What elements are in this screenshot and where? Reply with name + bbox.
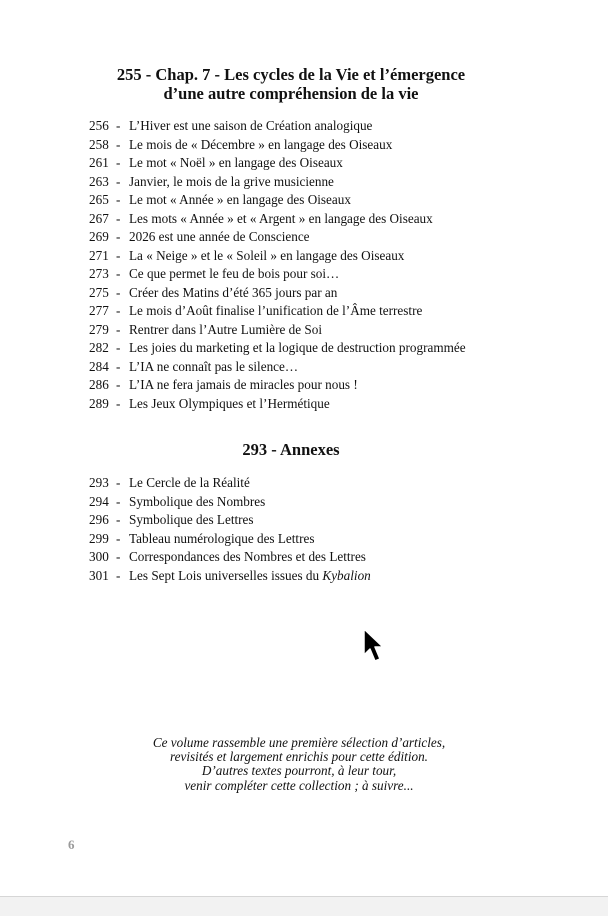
toc-page-number: 301 <box>89 567 109 583</box>
toc-separator: - <box>116 229 121 244</box>
toc-separator: - <box>116 118 121 133</box>
toc-entry[interactable] <box>89 284 466 303</box>
annexes-heading-line: 293 - Annexes <box>242 440 340 459</box>
toc-entry[interactable] <box>89 247 466 266</box>
toc-entry[interactable] <box>89 136 466 155</box>
toc-entry[interactable] <box>89 210 466 229</box>
chapter-7-heading-line-2: d’une autre compréhension de la vie <box>163 84 419 103</box>
toc-separator: - <box>116 192 121 207</box>
toc-title: Le Cercle de la Réalité <box>129 475 250 490</box>
toc-title: Le mot « Année » en langage des Oiseaux <box>129 192 351 207</box>
toc-entry[interactable] <box>89 339 466 358</box>
toc-separator: - <box>116 173 121 189</box>
toc-page-number: 267 <box>89 210 109 226</box>
toc-title: Le mois de « Décembre » en langage des Oiseaux <box>129 136 393 152</box>
toc-title: L’IA ne fera jamais de miracles pour nous ! <box>129 377 358 392</box>
toc-separator: - <box>116 395 121 411</box>
annexes-toc-list <box>89 474 371 585</box>
toc-title: Le mot « Noël » en langage des Oiseaux <box>129 155 343 170</box>
toc-title: Les mots « Année » et « Argent » en langage des Oiseaux <box>129 210 433 226</box>
toc-separator: - <box>116 210 121 226</box>
toc-title: La « Neige » et le « Soleil » en langage des Oiseaux <box>129 247 405 263</box>
toc-page-number: 294 <box>89 493 109 509</box>
toc-separator: - <box>116 136 121 152</box>
note-line: D’autres textes pourront, à leur tour, <box>201 763 397 779</box>
toc-title: 2026 est une année de Conscience <box>129 229 310 244</box>
toc-entry[interactable] <box>89 548 371 567</box>
toc-entry[interactable] <box>89 302 466 321</box>
toc-page-number: 256 <box>89 118 109 133</box>
toc-separator: - <box>116 284 121 300</box>
chapter-7-heading-line-1: 255 - Chap. 7 - Les cycles de la Vie et l’émergence <box>116 65 466 84</box>
toc-separator: - <box>116 567 121 583</box>
toc-entry[interactable] <box>89 191 466 210</box>
toc-page-number: 279 <box>89 321 109 337</box>
toc-title: Symbolique des Nombres <box>129 493 266 509</box>
note-line: venir compléter cette collection ; à suivre... <box>184 777 414 793</box>
toc-separator: - <box>116 377 121 392</box>
toc-page-number: 265 <box>89 192 109 207</box>
toc-page-number: 299 <box>89 530 109 546</box>
toc-title: Les Sept Lois universelles issues du <box>129 567 323 583</box>
annexes-heading <box>0 440 582 459</box>
toc-title: Tableau numérologique des Lettres <box>129 530 315 546</box>
toc-separator: - <box>116 475 121 490</box>
toc-title: Ce que permet le feu de bois pour soi… <box>129 266 340 281</box>
toc-separator: - <box>116 512 121 527</box>
toc-separator: - <box>116 358 121 374</box>
chapter-7-heading <box>0 65 582 103</box>
mouse-pointer-arrow-icon <box>362 628 386 666</box>
toc-page-number: 300 <box>89 549 109 564</box>
toc-title: Janvier, le mois de la grive musicienne <box>129 173 334 189</box>
viewer-bottom-bar <box>0 896 608 916</box>
toc-page-number: 271 <box>89 247 109 263</box>
toc-entry[interactable] <box>89 511 371 530</box>
toc-entry[interactable] <box>89 493 371 512</box>
toc-page-number: 296 <box>89 512 109 527</box>
toc-page-number: 275 <box>89 284 109 300</box>
toc-page-number: 284 <box>89 358 109 374</box>
toc-separator: - <box>116 493 121 509</box>
toc-entry[interactable] <box>89 395 466 414</box>
toc-separator: - <box>116 321 121 337</box>
toc-entry[interactable] <box>89 530 371 549</box>
toc-page-number: 282 <box>89 340 109 355</box>
toc-title: Correspondances des Nombres et des Lettres <box>129 549 366 564</box>
toc-page-number: 261 <box>89 155 109 170</box>
toc-separator: - <box>116 266 121 281</box>
toc-separator: - <box>116 530 121 546</box>
toc-title: Symbolique des Lettres <box>129 512 254 527</box>
toc-entry[interactable] <box>89 265 466 284</box>
toc-separator: - <box>116 247 121 263</box>
toc-separator: - <box>116 549 121 564</box>
toc-entry[interactable] <box>89 228 466 247</box>
toc-entry[interactable] <box>89 117 466 136</box>
toc-page-number: 269 <box>89 229 109 244</box>
toc-separator: - <box>116 155 121 170</box>
toc-title: Créer des Matins d’été 365 jours par an <box>129 284 338 300</box>
toc-title: Les Jeux Olympiques et l’Hermétique <box>129 395 330 411</box>
toc-entry[interactable] <box>89 474 371 493</box>
toc-page-number: 273 <box>89 266 109 281</box>
note-line: Ce volume rassemble une première sélection d’articles, <box>152 735 446 750</box>
toc-title: L’IA ne connaît pas le silence… <box>129 358 299 374</box>
toc-page-number: 263 <box>89 173 109 189</box>
page-number: 6 <box>68 837 75 852</box>
toc-page-number: 277 <box>89 303 109 318</box>
toc-entry[interactable] <box>89 358 466 377</box>
toc-page-number: 293 <box>89 475 109 490</box>
toc-separator: - <box>116 340 121 355</box>
toc-separator: - <box>116 303 121 318</box>
note-line: revisités et largement enrichis pour cette édition. <box>170 749 428 765</box>
toc-entry[interactable] <box>89 321 466 340</box>
toc-title: Le mois d’Août finalise l’unification de l’Âme terrestre <box>129 303 423 318</box>
toc-entry[interactable] <box>89 154 466 173</box>
toc-entry[interactable] <box>89 376 466 395</box>
toc-title-italic: Kybalion <box>322 567 371 583</box>
toc-page-number: 286 <box>89 377 109 392</box>
toc-title: L’Hiver est une saison de Création analogique <box>129 118 373 133</box>
toc-title: Les joies du marketing et la logique de destruction programmée <box>129 340 466 355</box>
toc-page-number: 258 <box>89 136 109 152</box>
toc-page-number: 289 <box>89 395 109 411</box>
collection-note <box>0 736 598 793</box>
toc-entry[interactable] <box>89 567 371 586</box>
chapter-7-toc-list <box>89 117 466 413</box>
toc-entry[interactable] <box>89 173 466 192</box>
toc-title: Rentrer dans l’Autre Lumière de Soi <box>129 321 322 337</box>
